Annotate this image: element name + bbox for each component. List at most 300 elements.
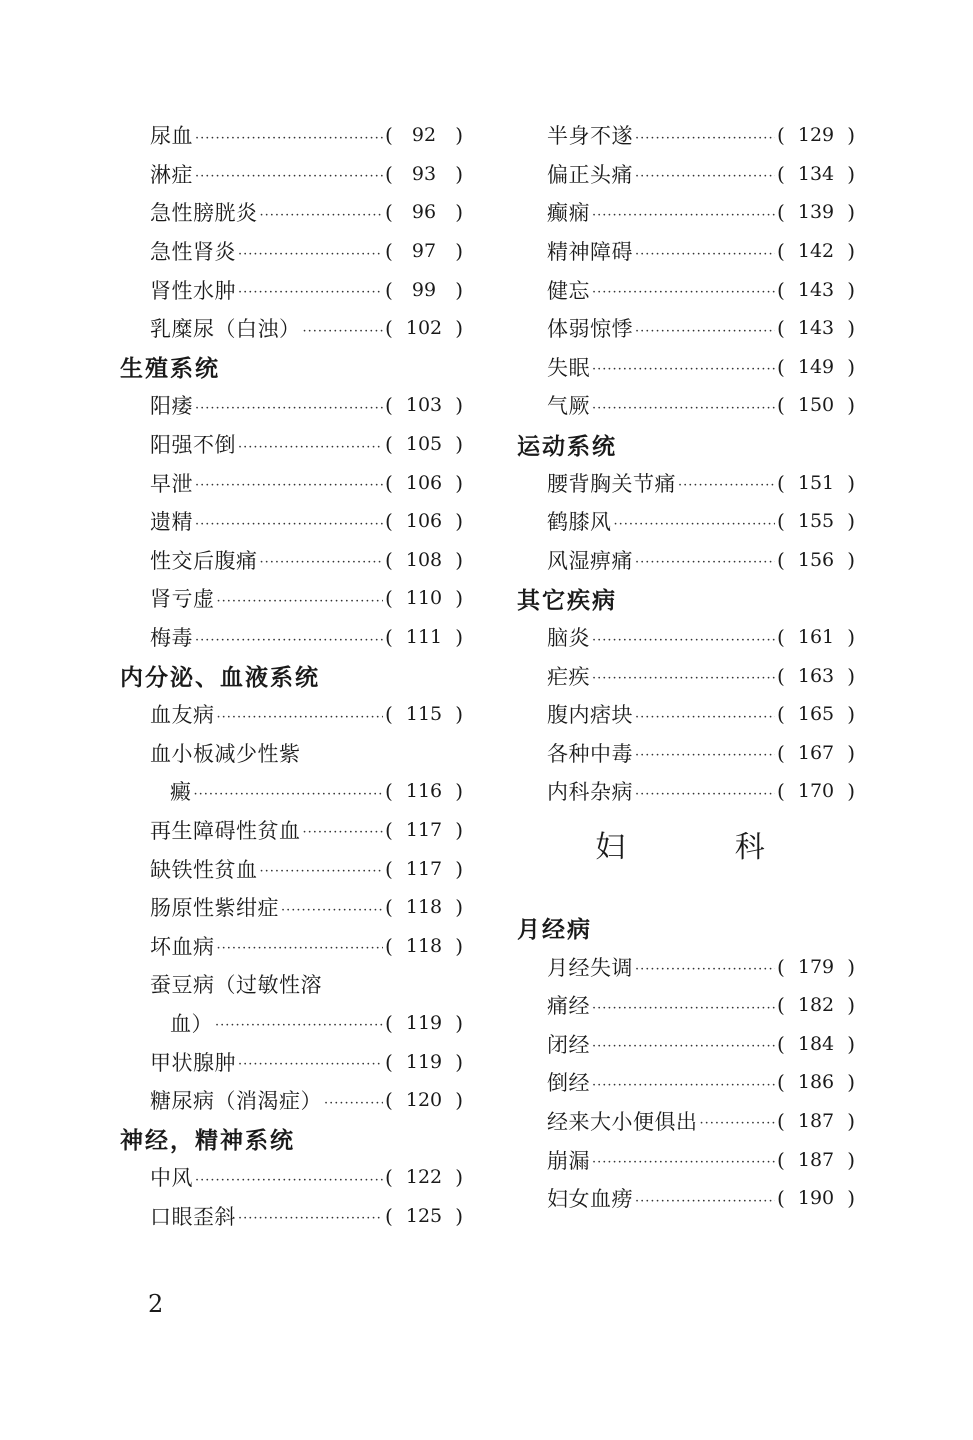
paren-close: ) bbox=[455, 625, 463, 650]
entry-page bbox=[777, 664, 855, 688]
page-ref: 120 bbox=[405, 1089, 443, 1112]
entry-page bbox=[777, 162, 855, 186]
page-ref: 170 bbox=[797, 780, 835, 803]
entry-page bbox=[385, 1088, 463, 1112]
paren-open: ( bbox=[777, 277, 785, 302]
entry-title: 腹内痞块 bbox=[547, 703, 633, 728]
entry-page bbox=[385, 586, 463, 610]
paren-close: ) bbox=[455, 895, 463, 920]
entry-title: 偏正头痛 bbox=[547, 162, 633, 187]
page-ref: 118 bbox=[405, 934, 443, 957]
toc-entry bbox=[515, 1179, 855, 1218]
entry-page bbox=[385, 393, 463, 417]
paren-close: ) bbox=[455, 702, 463, 727]
entry-title: 血） bbox=[170, 1011, 213, 1036]
section-title: 内分泌、血液系统 bbox=[120, 664, 320, 692]
entry-title: 再生障碍性贫血 bbox=[150, 818, 301, 843]
paren-close: ) bbox=[847, 123, 855, 148]
dot-leader bbox=[281, 898, 383, 917]
dot-leader bbox=[303, 820, 384, 839]
entry-title: 乳糜尿（白浊） bbox=[150, 317, 301, 342]
dot-leader bbox=[195, 396, 383, 415]
dot-leader bbox=[678, 473, 775, 492]
paren-open: ( bbox=[385, 1203, 393, 1228]
page-ref: 163 bbox=[797, 664, 835, 687]
dot-leader bbox=[217, 589, 384, 608]
paren-open: ( bbox=[777, 625, 785, 650]
entry-page bbox=[385, 316, 463, 340]
paren-open: ( bbox=[385, 1049, 393, 1074]
dot-leader bbox=[195, 1168, 383, 1187]
page-ref: 186 bbox=[797, 1071, 835, 1094]
toc-entry bbox=[515, 947, 855, 986]
dot-leader bbox=[217, 936, 384, 955]
page-ref: 125 bbox=[405, 1204, 443, 1227]
paren-open: ( bbox=[385, 277, 393, 302]
dot-leader bbox=[195, 512, 383, 531]
dot-leader bbox=[700, 1111, 776, 1130]
toc-section-header bbox=[515, 425, 855, 464]
paren-open: ( bbox=[385, 895, 393, 920]
dot-leader bbox=[238, 1052, 383, 1071]
paren-close: ) bbox=[847, 779, 855, 804]
entry-title: 急性肾炎 bbox=[150, 240, 236, 265]
dot-leader bbox=[592, 628, 775, 647]
paren-close: ) bbox=[455, 161, 463, 186]
toc-entry bbox=[118, 155, 463, 194]
toc-entry bbox=[118, 1042, 463, 1081]
paren-open: ( bbox=[777, 470, 785, 495]
page-ref: 155 bbox=[797, 510, 835, 533]
page-ref: 156 bbox=[797, 548, 835, 571]
entry-page bbox=[385, 239, 463, 263]
paren-open: ( bbox=[777, 1147, 785, 1172]
entry-title: 健忘 bbox=[547, 278, 590, 303]
paren-close: ) bbox=[847, 354, 855, 379]
toc-section-header bbox=[118, 1119, 463, 1158]
toc-entry bbox=[118, 1081, 463, 1120]
entry-title: 梅毒 bbox=[150, 626, 193, 651]
entry-page bbox=[777, 625, 855, 649]
entry-title: 崩漏 bbox=[547, 1148, 590, 1173]
entry-page bbox=[777, 548, 855, 572]
spacer bbox=[515, 877, 855, 909]
paren-close: ) bbox=[847, 954, 855, 979]
paren-open: ( bbox=[385, 123, 393, 148]
toc-entry bbox=[118, 772, 463, 811]
toc-entry bbox=[118, 270, 463, 309]
entry-title: 性交后腹痛 bbox=[150, 548, 258, 573]
paren-open: ( bbox=[777, 954, 785, 979]
toc-entry bbox=[118, 926, 463, 965]
paren-open: ( bbox=[385, 239, 393, 264]
entry-page bbox=[777, 702, 855, 726]
entry-page bbox=[777, 741, 855, 765]
dot-leader bbox=[238, 280, 383, 299]
entry-title: 气厥 bbox=[547, 394, 590, 419]
entry-title: 淋症 bbox=[150, 162, 193, 187]
paren-close: ) bbox=[847, 625, 855, 650]
paren-close: ) bbox=[847, 161, 855, 186]
page-ref: 129 bbox=[797, 124, 835, 147]
paren-open: ( bbox=[385, 779, 393, 804]
paren-close: ) bbox=[847, 1031, 855, 1056]
page-ref: 110 bbox=[405, 587, 443, 610]
paren-close: ) bbox=[455, 586, 463, 611]
page-ref: 150 bbox=[797, 394, 835, 417]
dot-leader bbox=[324, 1091, 383, 1110]
toc-entry bbox=[515, 270, 855, 309]
toc-entry bbox=[118, 849, 463, 888]
dot-leader bbox=[215, 1013, 383, 1032]
paren-close: ) bbox=[455, 817, 463, 842]
paren-open: ( bbox=[385, 1088, 393, 1113]
paren-close: ) bbox=[847, 239, 855, 264]
entry-title: 癫痫 bbox=[547, 201, 590, 226]
section-title: 月经病 bbox=[517, 916, 592, 944]
entry-page bbox=[385, 625, 463, 649]
paren-close: ) bbox=[455, 547, 463, 572]
entry-page bbox=[777, 955, 855, 979]
toc-entry bbox=[515, 386, 855, 425]
toc-left-column bbox=[118, 116, 463, 1235]
toc-entry bbox=[515, 656, 855, 695]
page-ref: 106 bbox=[405, 510, 443, 533]
paren-open: ( bbox=[777, 779, 785, 804]
paren-open: ( bbox=[777, 1186, 785, 1211]
toc-entry bbox=[515, 348, 855, 387]
paren-close: ) bbox=[847, 393, 855, 418]
toc-entry bbox=[515, 155, 855, 194]
dot-leader bbox=[592, 357, 775, 376]
paren-close: ) bbox=[847, 702, 855, 727]
entry-title: 月经失调 bbox=[547, 955, 633, 980]
paren-open: ( bbox=[777, 316, 785, 341]
page-ref: 103 bbox=[405, 394, 443, 417]
entry-page bbox=[385, 895, 463, 919]
paren-close: ) bbox=[455, 509, 463, 534]
page-ref: 142 bbox=[797, 240, 835, 263]
paren-close: ) bbox=[847, 663, 855, 688]
entry-page bbox=[777, 471, 855, 495]
toc-section-header bbox=[118, 348, 463, 387]
paren-open: ( bbox=[777, 123, 785, 148]
paren-open: ( bbox=[385, 200, 393, 225]
toc-entry bbox=[515, 734, 855, 773]
entry-page bbox=[777, 393, 855, 417]
paren-open: ( bbox=[385, 933, 393, 958]
entry-page bbox=[777, 355, 855, 379]
page-ref: 134 bbox=[797, 162, 835, 185]
paren-open: ( bbox=[385, 625, 393, 650]
page-ref: 105 bbox=[405, 433, 443, 456]
paren-close: ) bbox=[455, 1165, 463, 1190]
entry-title: 癜 bbox=[170, 780, 192, 805]
dot-leader bbox=[238, 242, 383, 261]
toc-entry bbox=[118, 1197, 463, 1236]
page-ref: 143 bbox=[797, 278, 835, 301]
dot-leader bbox=[635, 1189, 775, 1208]
paren-open: ( bbox=[777, 239, 785, 264]
paren-close: ) bbox=[455, 856, 463, 881]
toc-entry bbox=[118, 386, 463, 425]
paren-open: ( bbox=[777, 702, 785, 727]
paren-close: ) bbox=[455, 200, 463, 225]
paren-close: ) bbox=[847, 470, 855, 495]
entry-page bbox=[385, 1011, 463, 1035]
paren-close: ) bbox=[847, 1108, 855, 1133]
page-ref: 139 bbox=[797, 201, 835, 224]
dot-leader bbox=[195, 628, 383, 647]
dot-leader bbox=[592, 1034, 775, 1053]
dot-leader bbox=[614, 512, 776, 531]
paren-open: ( bbox=[777, 740, 785, 765]
toc-entry bbox=[515, 695, 855, 734]
entry-title: 遗精 bbox=[150, 510, 193, 535]
paren-close: ) bbox=[847, 200, 855, 225]
page-ref: 115 bbox=[405, 703, 443, 726]
entry-title: 妇女血痨 bbox=[547, 1187, 633, 1212]
entry-title: 早泄 bbox=[150, 471, 193, 496]
dot-leader bbox=[303, 319, 384, 338]
toc-entry bbox=[118, 425, 463, 464]
page-number: 2 bbox=[148, 1290, 164, 1318]
section-title: 其它疾病 bbox=[517, 586, 617, 614]
entry-title: 内科杂病 bbox=[547, 780, 633, 805]
entry-title: 体弱惊悸 bbox=[547, 317, 633, 342]
toc-entry bbox=[118, 1158, 463, 1197]
entry-title: 半身不遂 bbox=[547, 124, 633, 149]
entry-title: 口眼歪斜 bbox=[150, 1204, 236, 1229]
page-ref: 99 bbox=[411, 278, 437, 301]
toc-section-header bbox=[515, 909, 855, 948]
section-title: 生殖系统 bbox=[120, 355, 220, 383]
page-ref: 119 bbox=[405, 1050, 443, 1073]
toc-entry bbox=[515, 986, 855, 1025]
page-ref: 111 bbox=[405, 626, 443, 649]
dot-leader bbox=[635, 743, 775, 762]
paren-open: ( bbox=[777, 200, 785, 225]
paren-close: ) bbox=[455, 239, 463, 264]
entry-title: 糖尿病（消渴症） bbox=[150, 1089, 322, 1114]
toc-entry bbox=[118, 965, 463, 1004]
paren-close: ) bbox=[455, 432, 463, 457]
page-ref: 97 bbox=[411, 240, 437, 263]
dot-leader bbox=[260, 859, 384, 878]
entry-page bbox=[777, 779, 855, 803]
paren-close: ) bbox=[455, 1010, 463, 1035]
entry-page bbox=[385, 702, 463, 726]
toc-entry bbox=[118, 463, 463, 502]
toc-entry bbox=[118, 541, 463, 580]
entry-title: 阳痿 bbox=[150, 394, 193, 419]
page-ref: 122 bbox=[405, 1166, 443, 1189]
paren-open: ( bbox=[385, 817, 393, 842]
toc-entry bbox=[118, 579, 463, 618]
toc-entry bbox=[118, 309, 463, 348]
page-ref: 179 bbox=[797, 955, 835, 978]
entry-page bbox=[385, 934, 463, 958]
paren-open: ( bbox=[385, 702, 393, 727]
dot-leader bbox=[195, 164, 383, 183]
entry-page bbox=[777, 509, 855, 533]
entry-title: 风湿痹痛 bbox=[547, 548, 633, 573]
entry-page bbox=[777, 200, 855, 224]
entry-title: 肾亏虚 bbox=[150, 587, 215, 612]
toc-entry bbox=[118, 811, 463, 850]
entry-page bbox=[777, 1032, 855, 1056]
toc-entry bbox=[515, 232, 855, 271]
page-ref: 182 bbox=[797, 994, 835, 1017]
dot-leader bbox=[635, 319, 775, 338]
toc-entry bbox=[515, 502, 855, 541]
entry-title: 缺铁性贫血 bbox=[150, 857, 258, 882]
toc-entry bbox=[118, 618, 463, 657]
entry-title: 各种中毒 bbox=[547, 741, 633, 766]
entry-page bbox=[777, 239, 855, 263]
page-ref: 96 bbox=[411, 201, 437, 224]
entry-title: 脑炎 bbox=[547, 626, 590, 651]
toc-entry bbox=[118, 232, 463, 271]
dot-leader bbox=[635, 126, 775, 145]
page-ref: 108 bbox=[405, 548, 443, 571]
paren-close: ) bbox=[847, 509, 855, 534]
paren-close: ) bbox=[847, 1147, 855, 1172]
paren-close: ) bbox=[847, 1070, 855, 1095]
page-ref: 187 bbox=[797, 1109, 835, 1132]
page-ref: 151 bbox=[797, 471, 835, 494]
entry-page bbox=[385, 278, 463, 302]
dot-leader bbox=[194, 782, 384, 801]
dot-leader bbox=[592, 666, 775, 685]
toc-entry bbox=[515, 1063, 855, 1102]
dot-leader bbox=[592, 203, 775, 222]
page-ref: 118 bbox=[405, 896, 443, 919]
entry-title: 阳强不倒 bbox=[150, 433, 236, 458]
dot-leader bbox=[217, 705, 384, 724]
entry-title: 中风 bbox=[150, 1166, 193, 1191]
toc-entry bbox=[515, 541, 855, 580]
page-ref: 187 bbox=[797, 1148, 835, 1171]
page-ref: 184 bbox=[797, 1032, 835, 1055]
paren-open: ( bbox=[385, 432, 393, 457]
toc-entry bbox=[118, 193, 463, 232]
paren-close: ) bbox=[455, 933, 463, 958]
page-ref: 161 bbox=[797, 626, 835, 649]
entry-title: 闭经 bbox=[547, 1032, 590, 1057]
entry-page bbox=[385, 162, 463, 186]
entry-page bbox=[777, 1148, 855, 1172]
page-ref: 143 bbox=[797, 317, 835, 340]
paren-close: ) bbox=[455, 1203, 463, 1228]
entry-page bbox=[777, 1070, 855, 1094]
paren-open: ( bbox=[385, 856, 393, 881]
paren-open: ( bbox=[385, 316, 393, 341]
page-ref: 119 bbox=[405, 1011, 443, 1034]
entry-page bbox=[777, 1186, 855, 1210]
paren-close: ) bbox=[847, 316, 855, 341]
entry-page bbox=[385, 432, 463, 456]
paren-close: ) bbox=[455, 1088, 463, 1113]
dot-leader bbox=[260, 550, 384, 569]
toc-entry bbox=[118, 734, 463, 773]
page-ref: 167 bbox=[797, 741, 835, 764]
toc-entry bbox=[515, 116, 855, 155]
dot-leader bbox=[635, 550, 775, 569]
page-ref: 165 bbox=[797, 703, 835, 726]
page-ref: 106 bbox=[405, 471, 443, 494]
paren-close: ) bbox=[455, 393, 463, 418]
entry-page bbox=[385, 509, 463, 533]
paren-close: ) bbox=[455, 1049, 463, 1074]
paren-open: ( bbox=[777, 393, 785, 418]
entry-page bbox=[777, 316, 855, 340]
page-ref: 92 bbox=[411, 124, 437, 147]
entry-page bbox=[385, 200, 463, 224]
paren-close: ) bbox=[847, 547, 855, 572]
entry-title: 精神障碍 bbox=[547, 240, 633, 265]
toc-entry bbox=[515, 618, 855, 657]
toc-entry bbox=[515, 463, 855, 502]
entry-page bbox=[385, 779, 463, 803]
entry-page bbox=[385, 548, 463, 572]
entry-title: 鹤膝风 bbox=[547, 510, 612, 535]
toc-section-header bbox=[118, 656, 463, 695]
entry-title: 失眠 bbox=[547, 355, 590, 380]
dot-leader bbox=[592, 996, 775, 1015]
part-heading: 妇 科 bbox=[595, 829, 815, 865]
toc-entry bbox=[118, 695, 463, 734]
toc-entry bbox=[515, 309, 855, 348]
toc-entry bbox=[118, 116, 463, 155]
dot-leader bbox=[238, 435, 383, 454]
entry-title: 坏血病 bbox=[150, 934, 215, 959]
entry-page bbox=[777, 993, 855, 1017]
paren-open: ( bbox=[385, 470, 393, 495]
entry-title: 痛经 bbox=[547, 994, 590, 1019]
paren-close: ) bbox=[455, 316, 463, 341]
toc-entry bbox=[118, 502, 463, 541]
toc-entry bbox=[515, 1102, 855, 1141]
entry-page bbox=[385, 818, 463, 842]
dot-leader bbox=[592, 280, 775, 299]
paren-open: ( bbox=[385, 393, 393, 418]
page-ref: 117 bbox=[405, 857, 443, 880]
paren-close: ) bbox=[847, 277, 855, 302]
entry-page bbox=[385, 857, 463, 881]
dot-leader bbox=[635, 782, 775, 801]
toc-entry bbox=[118, 1004, 463, 1043]
paren-open: ( bbox=[777, 993, 785, 1018]
entry-title: 甲状腺肿 bbox=[150, 1050, 236, 1075]
entry-title: 腰背胸关节痛 bbox=[547, 471, 676, 496]
dot-leader bbox=[238, 1206, 383, 1225]
entry-page bbox=[385, 471, 463, 495]
paren-close: ) bbox=[455, 123, 463, 148]
entry-title: 蚕豆病（过敏性溶 bbox=[150, 973, 322, 998]
paren-open: ( bbox=[777, 161, 785, 186]
dot-leader bbox=[195, 126, 383, 145]
paren-open: ( bbox=[385, 1010, 393, 1035]
toc-entry bbox=[515, 772, 855, 811]
page-ref: 93 bbox=[411, 162, 437, 185]
paren-open: ( bbox=[777, 547, 785, 572]
dot-leader bbox=[635, 242, 775, 261]
paren-close: ) bbox=[455, 470, 463, 495]
entry-title: 尿血 bbox=[150, 124, 193, 149]
toc-entry bbox=[515, 1024, 855, 1063]
dot-leader bbox=[592, 1073, 775, 1092]
